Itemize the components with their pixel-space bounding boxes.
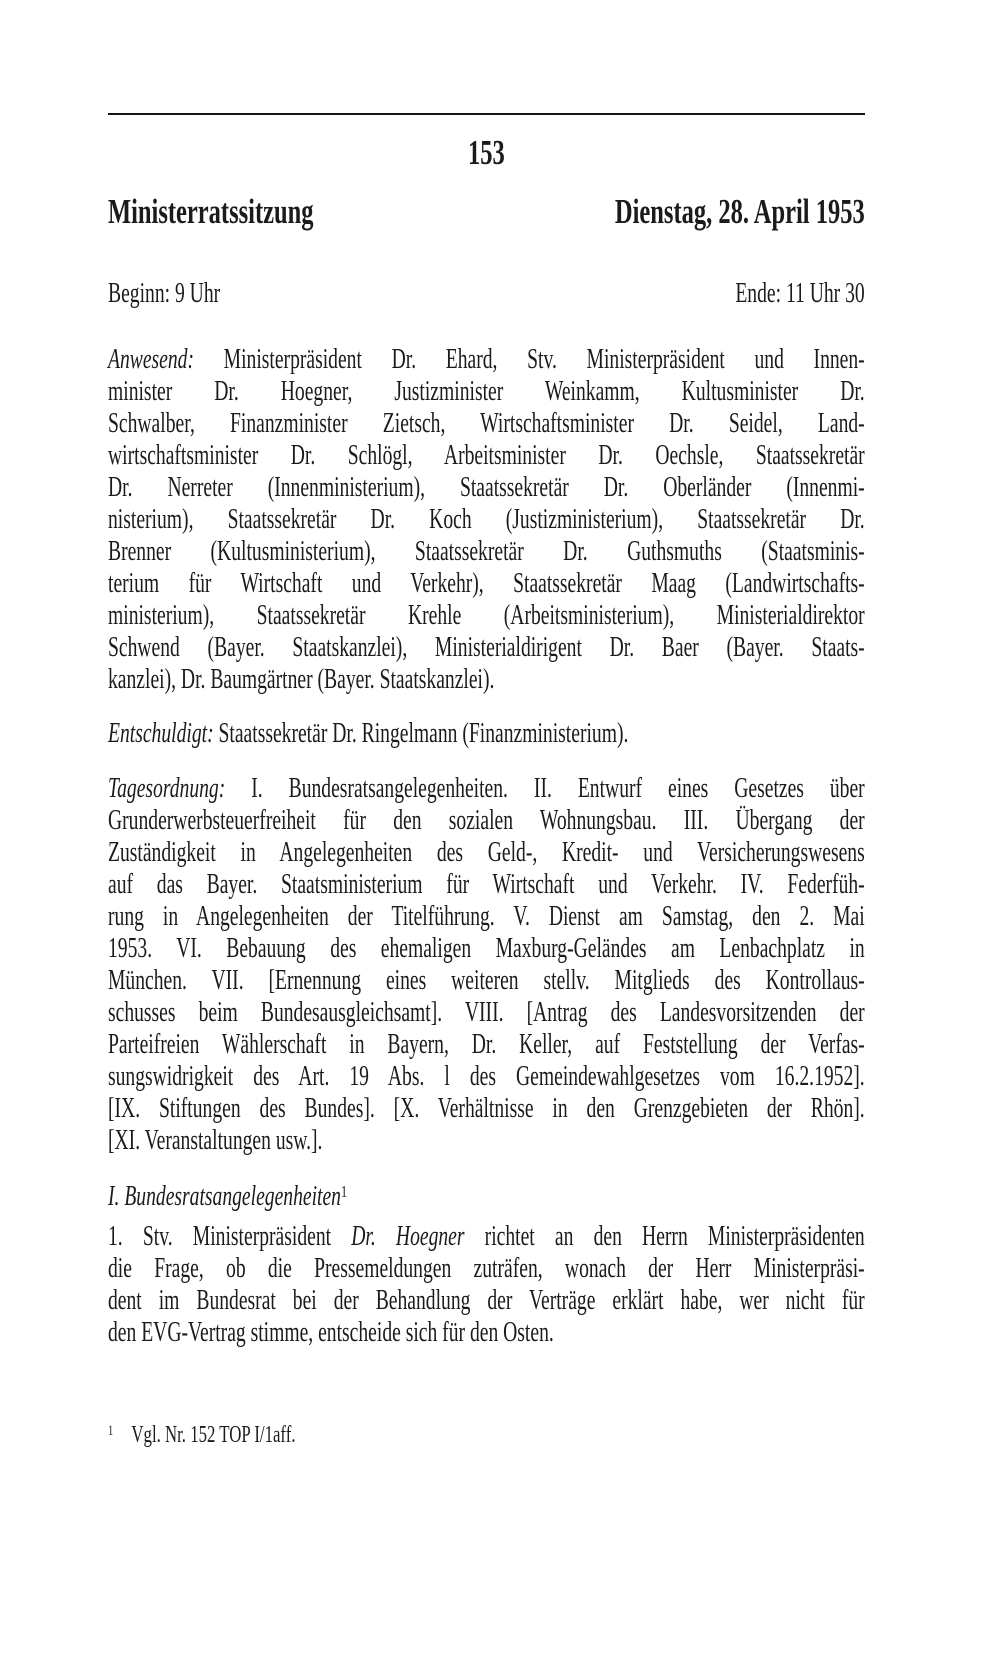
text-line: [108, 344, 865, 376]
text-line: [108, 997, 865, 1029]
text-line: [108, 869, 865, 901]
text-segment: Anwesend:: [108, 344, 195, 375]
header-rule: [108, 113, 865, 115]
text-segment: sungswidrigkeit des Art. 19 Abs. l des Gemeindewahlgesetzes vom 16.2.1952].: [108, 1061, 865, 1092]
item-1-paragraph: [108, 1221, 865, 1349]
section-heading: [108, 1181, 865, 1213]
excused-paragraph: [108, 718, 865, 750]
meeting-title: Ministerratssitzung: [108, 192, 314, 231]
end-time: Ende: 11 Uhr 30: [735, 278, 865, 309]
meeting-date: Dienstag, 28. April 1953: [614, 192, 865, 231]
text-line: [108, 837, 865, 869]
attendees-paragraph: [108, 344, 865, 696]
text-segment: München. VII. [Ernennung eines weiteren stellv. Mitglieds des Kontrollaus-: [108, 965, 865, 996]
footnote-text: Vgl. Nr. 152 TOP I/1aff.: [131, 1422, 296, 1448]
text-segment: schusses beim Bundesausgleichsamt]. VIII. [Antrag des Landesvorsitzenden der: [108, 997, 865, 1028]
text-line: [108, 536, 865, 568]
text-segment: rung in Angelegenheiten der Titelführung. V. Dienst am Samstag, den 2. Mai: [108, 901, 865, 932]
text-segment: 1. Stv. Ministerpräsident: [108, 1221, 352, 1252]
agenda-paragraph: [108, 773, 865, 1157]
text-line: [108, 901, 865, 933]
text-segment: wirtschaftsminister Dr. Schlögl, Arbeitsminister Dr. Oechsle, Staatssekretär: [108, 440, 865, 471]
text-line: [108, 1029, 865, 1061]
text-line: [108, 1253, 865, 1285]
text-segment: I. Bundesratsangelegenheiten. II. Entwurf eines Gesetzes über: [225, 773, 865, 804]
text-line: [108, 568, 865, 600]
text-segment: kanzlei), Dr. Baumgärtner (Bayer. Staatskanzlei).: [108, 664, 495, 695]
text-line: [108, 632, 865, 664]
text-segment: terium für Wirtschaft und Verkehr), Staatssekretär Maag (Landwirtschafts-: [108, 568, 865, 599]
text-segment: ministerium), Staatssekretär Krehle (Arbeitsministerium), Ministerialdirektor: [108, 600, 865, 631]
text-segment: Parteifreien Wählerschaft in Bayern, Dr. Keller, auf Feststellung der Verfas-: [108, 1029, 865, 1060]
times-row: [108, 276, 865, 312]
text-segment: [XI. Veranstaltungen usw.].: [108, 1125, 323, 1156]
text-segment: Zuständigkeit in Angelegenheiten des Geld-, Kredit- und Versicherungswesens: [108, 837, 865, 868]
text-segment: Schwend (Bayer. Staatskanzlei), Ministerialdirigent Dr. Baer (Bayer. Staats-: [108, 632, 865, 663]
document-number: 153: [467, 133, 505, 172]
text-line: [108, 1285, 865, 1317]
text-segment: [IX. Stiftungen des Bundes]. [X. Verhältnisse in den Grenzgebieten der Rhön].: [108, 1093, 865, 1124]
text-segment: den EVG-Vertrag stimme, entscheide sich für den Osten.: [108, 1317, 554, 1348]
text-line: [108, 965, 865, 997]
text-line: [108, 408, 865, 440]
text-segment: minister Dr. Hoegner, Justizminister Weinkamm, Kultusminister Dr.: [108, 376, 865, 407]
text-segment: 1953. VI. Bebauung des ehemaligen Maxburg-Geländes am Lenbachplatz in: [108, 933, 865, 964]
text-segment: Entschuldigt:: [108, 718, 214, 749]
text-line: [108, 376, 865, 408]
text-segment: Staatssekretär Dr. Ringelmann (Finanzministerium).: [213, 718, 629, 749]
text-segment: dent im Bundesrat bei der Behandlung der Verträge erklärt habe, wer nicht für: [108, 1285, 865, 1316]
text-line: [108, 1317, 865, 1349]
text-segment: Dr. Nerreter (Innenministerium), Staatssekretär Dr. Oberländer (Innenmi-: [108, 472, 865, 503]
title-row: [108, 192, 865, 232]
text-segment: Schwalber, Finanzminister Zietsch, Wirtschaftsminister Dr. Seidel, Land-: [108, 408, 865, 439]
text-segment: I. Bundesratsangelegenheiten: [108, 1181, 341, 1212]
text-line: [108, 1093, 865, 1125]
text-line: [108, 440, 865, 472]
begin-time: Beginn: 9 Uhr: [108, 278, 221, 309]
footnote-marker: 1: [108, 1423, 114, 1440]
text-segment: Grunderwerbsteuerfreiheit für den sozialen Wohnungsbau. III. Übergang der: [108, 805, 865, 836]
text-segment: richtet an den Herrn Ministerpräsidenten: [464, 1221, 865, 1252]
text-line: [108, 504, 865, 536]
text-segment: nisterium), Staatssekretär Dr. Koch (Justizministerium), Staatssekretär Dr.: [108, 504, 865, 535]
text-segment: Dr. Hoegner: [351, 1221, 465, 1252]
text-line: [108, 773, 865, 805]
text-line: [108, 664, 865, 696]
text-line: [108, 600, 865, 632]
text-segment: auf das Bayer. Staatsministerium für Wirtschaft und Verkehr. IV. Federfüh-: [108, 869, 865, 900]
text-segment: Tagesordnung:: [108, 773, 226, 804]
text-segment: die Frage, ob die Pressemeldungen zuträfen, wonach der Herr Ministerpräsi-: [108, 1253, 865, 1284]
text-segment: Ministerpräsident Dr. Ehard, Stv. Ministerpräsident und Innen-: [194, 344, 865, 375]
text-line: [108, 1181, 865, 1213]
document-page: [108, 0, 865, 1450]
text-line: [108, 718, 865, 750]
footnote-reference: 1: [340, 1182, 348, 1202]
text-line: [108, 472, 865, 504]
text-segment: Brenner (Kultusministerium), Staatssekretär Dr. Guthsmuths (Staatsminis-: [108, 536, 865, 567]
text-line: [108, 805, 865, 837]
text-line: [108, 1061, 865, 1093]
text-line: [108, 1221, 865, 1253]
text-line: [108, 1125, 865, 1157]
text-line: [108, 933, 865, 965]
footnote: [108, 1420, 865, 1450]
